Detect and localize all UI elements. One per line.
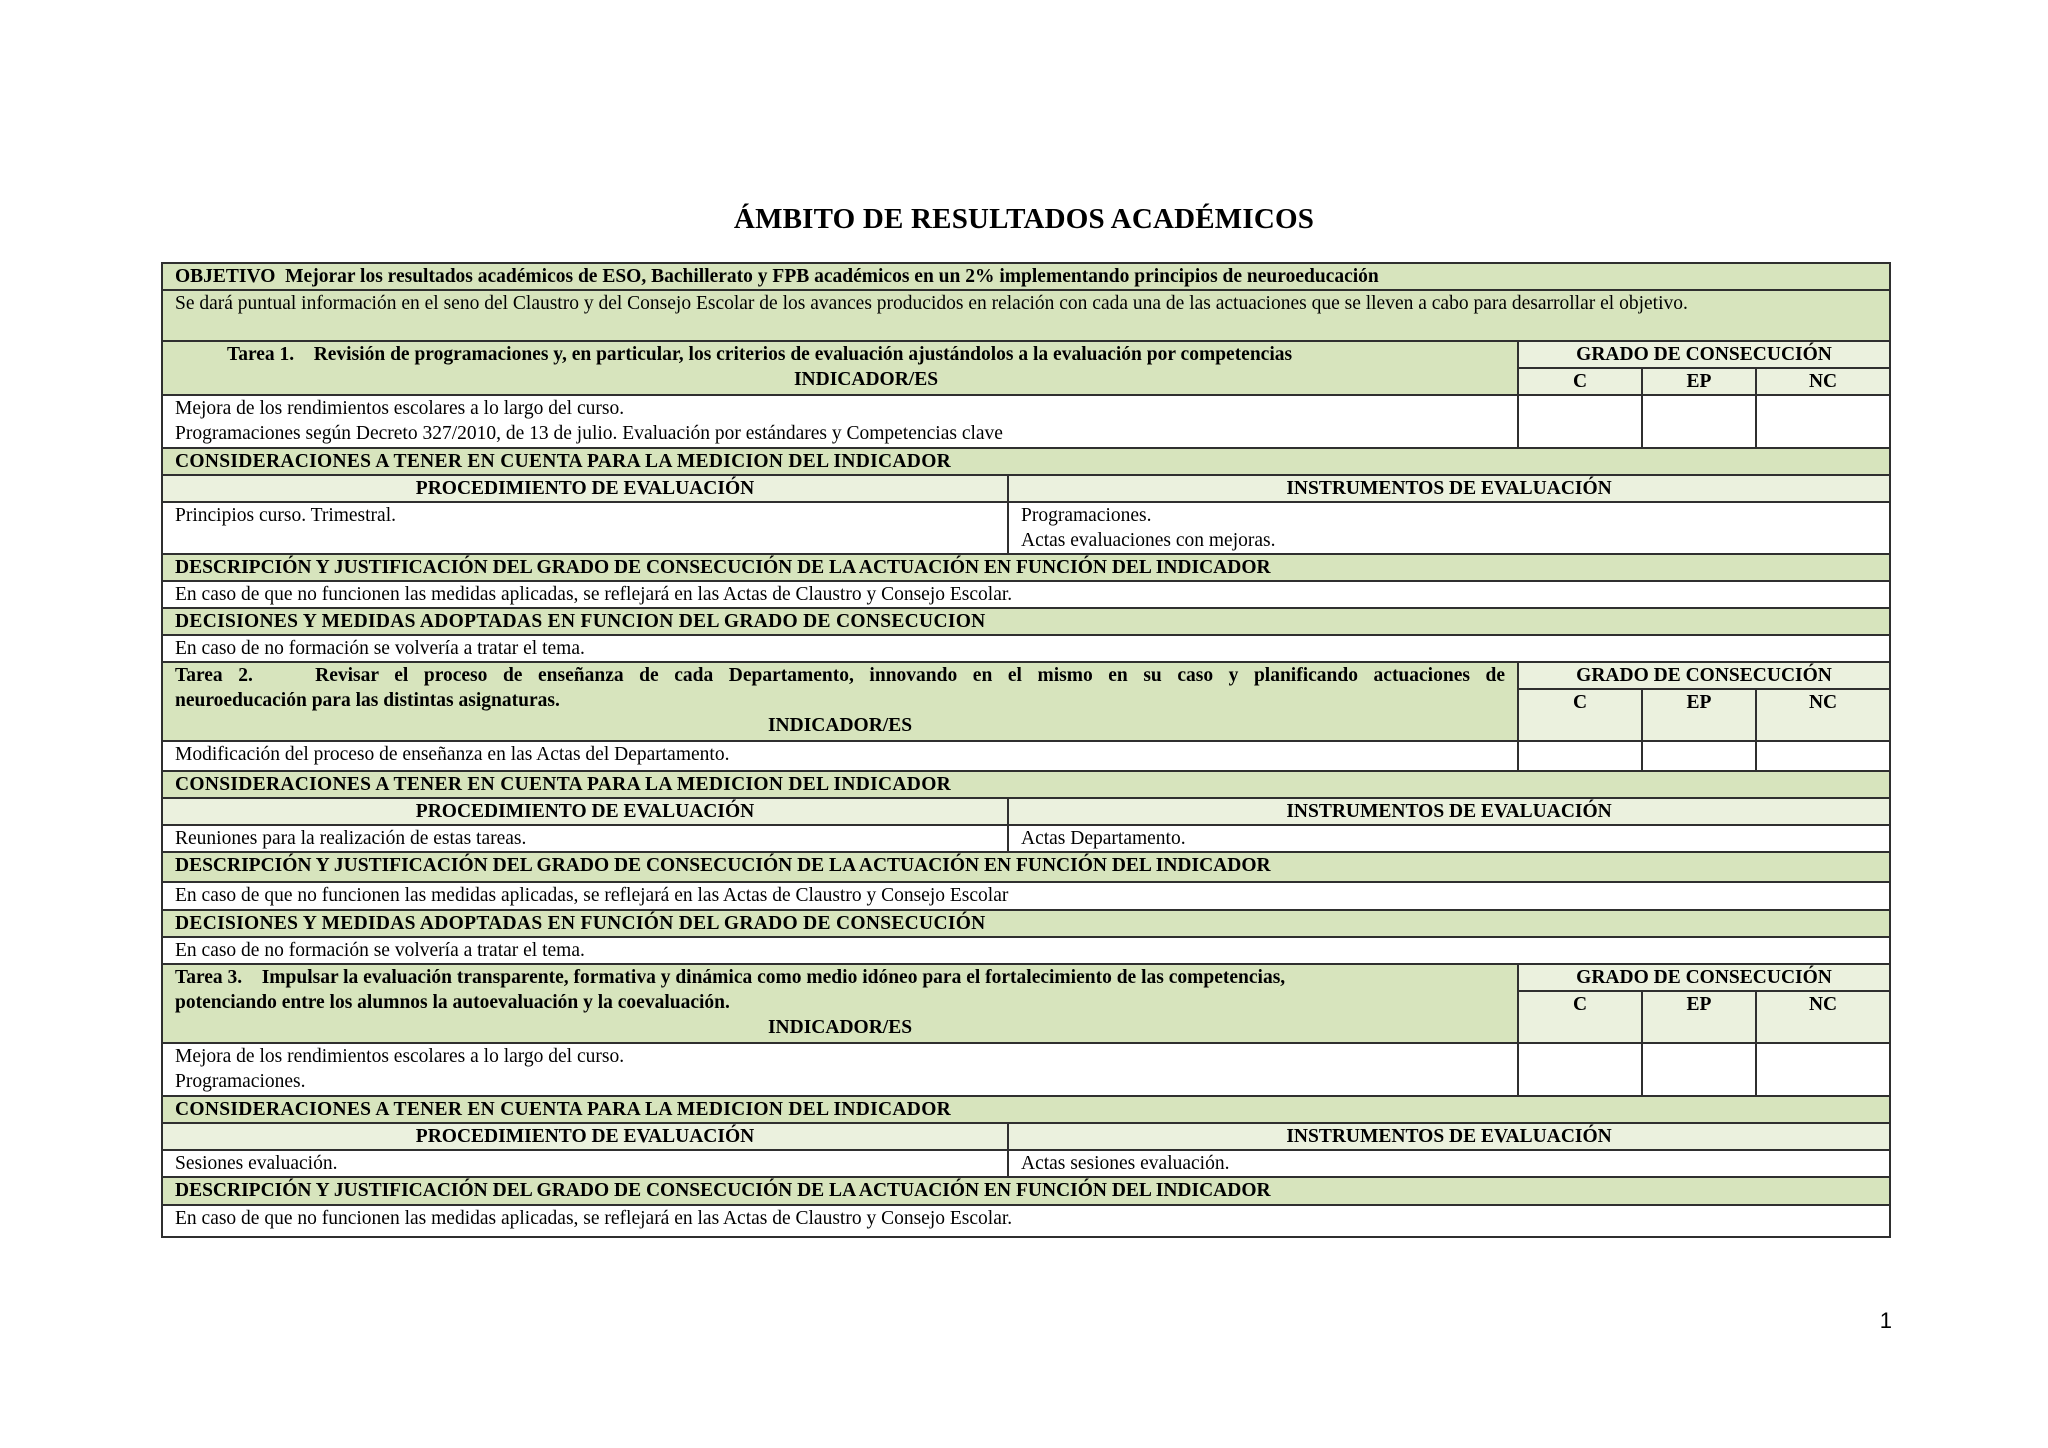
task-1-indicator-1: Mejora de los rendimientos escolares a lo largo del curso. xyxy=(175,398,625,419)
task-3-description: En caso de que no funcionen las medidas aplicadas, se reflejará en las Actas de Claustro y Consejo Escolar. xyxy=(162,1205,1890,1237)
task-3-cell-ep xyxy=(1642,1043,1756,1096)
task-3-consideraciones: CONSIDERACIONES A TENER EN CUENTA PARA LA MEDICION DEL INDICADOR xyxy=(162,1096,1890,1123)
task-3-grado-heading: GRADO DE CONSECUCIÓN xyxy=(1518,964,1890,991)
task-2-description: En caso de que no funcionen las medidas aplicadas, se reflejará en las Actas de Claustro y Consejo Escolar xyxy=(162,882,1890,910)
task-2-decisions-heading: DECISIONES Y MEDIDAS ADOPTADAS EN FUNCIÓN DEL GRADO DE CONSECUCIÓN xyxy=(162,910,1890,937)
task-2-procedure-heading: PROCEDIMIENTO DE EVALUACIÓN xyxy=(162,798,1008,825)
task-2-col-ep: EP xyxy=(1642,689,1756,741)
task-1-col-ep: EP xyxy=(1642,368,1756,395)
task-2-col-c: C xyxy=(1518,689,1642,741)
task-2-cell-c xyxy=(1518,741,1642,771)
task-1-instruments-heading: INSTRUMENTOS DE EVALUACIÓN xyxy=(1008,475,1890,502)
task-3-instrument-1: Actas sesiones evaluación. xyxy=(1008,1150,1890,1177)
task-1-description: En caso de que no funcionen las medidas aplicadas, se reflejará en las Actas de Claustro y Consejo Escolar. xyxy=(162,581,1890,608)
task-3-indicator-heading: INDICADOR/ES xyxy=(767,1017,913,1038)
task-3-col-c: C xyxy=(1518,991,1642,1043)
task-1-instrument-1: Programaciones. xyxy=(1021,505,1152,526)
task-1-indicator-heading: INDICADOR/ES xyxy=(793,369,939,390)
task-3-label: Tarea 3. xyxy=(175,967,243,988)
task-3-cell-c xyxy=(1518,1043,1642,1096)
task-1-cell-ep xyxy=(1642,395,1756,448)
task-1-grado-heading: GRADO DE CONSECUCIÓN xyxy=(1518,341,1890,368)
task-1-procedure-heading: PROCEDIMIENTO DE EVALUACIÓN xyxy=(162,475,1008,502)
task-2-decisions: En caso de no formación se volvería a tratar el tema. xyxy=(162,937,1890,964)
task-1-header-row xyxy=(162,341,1890,368)
task-1-indicator-2: Programaciones según Decreto 327/2010, de 13 de julio. Evaluación por estándares y Competencias clave xyxy=(175,423,1003,444)
task-1-label: Tarea 1. xyxy=(227,344,295,365)
task-3-description-heading: DESCRIPCIÓN Y JUSTIFICACIÓN DEL GRADO DE CONSECUCIÓN DE LA ACTUACIÓN EN FUNCIÓN DEL INDICADOR xyxy=(162,1177,1890,1205)
task-2-consideraciones: CONSIDERACIONES A TENER EN CUENTA PARA LA MEDICION DEL INDICADOR xyxy=(162,771,1890,798)
objective-text: Mejorar los resultados académicos de ESO, Bachillerato y FPB académicos en un 2% implementando principios de neuroeducación xyxy=(285,266,1379,287)
task-2-cell-ep xyxy=(1642,741,1756,771)
task-1-cell-c xyxy=(1518,395,1642,448)
task-2-text-line1: Revisar el proceso de enseñanza de cada Departamento, innovando en el mismo en su caso y planificando actuaciones de xyxy=(315,665,1505,686)
task-2-indicator-heading: INDICADOR/ES xyxy=(767,715,913,736)
task-1-indicator-row xyxy=(162,395,1890,448)
task-1-col-c: C xyxy=(1518,368,1642,395)
results-table xyxy=(161,262,1891,1238)
task-3-instruments-heading: INSTRUMENTOS DE EVALUACIÓN xyxy=(1008,1123,1890,1150)
task-3-indicator-2: Programaciones. xyxy=(175,1071,306,1092)
task-2-header-row: Tarea 2. Revisar el proceso de enseñanza de cada Departamento, innovando en el mismo en su caso y planificando actuaciones de neuroeducación para las distintas asignaturas. INDICADOR/ES GRADO DE CONSECUCIÓN xyxy=(162,662,1890,689)
task-3-procedure-heading: PROCEDIMIENTO DE EVALUACIÓN xyxy=(162,1123,1008,1150)
task-3-procedure: Sesiones evaluación. xyxy=(162,1150,1008,1177)
task-3-text-line1: Impulsar la evaluación transparente, formativa y dinámica como medio idóneo para el fortalecimiento de las competencias, xyxy=(261,967,1286,988)
task-2-label: Tarea 2. xyxy=(175,665,253,686)
task-2-instruments-heading: INSTRUMENTOS DE EVALUACIÓN xyxy=(1008,798,1890,825)
objective-info-row xyxy=(162,290,1890,341)
page-title: ÁMBITO DE RESULTADOS ACADÉMICOS xyxy=(733,203,1315,235)
task-3-col-nc: NC xyxy=(1756,991,1890,1043)
task-1-decisions: En caso de no formación se volvería a tratar el tema. xyxy=(162,635,1890,662)
task-1-description-heading: DESCRIPCIÓN Y JUSTIFICACIÓN DEL GRADO DE CONSECUCIÓN DE LA ACTUACIÓN EN FUNCIÓN DEL INDICADOR xyxy=(162,554,1890,581)
task-2-indicator-1: Modificación del proceso de enseñanza en las Actas del Departamento. xyxy=(162,741,1518,771)
task-1-instrument-2: Actas evaluaciones con mejoras. xyxy=(1021,530,1276,551)
task-1-cell-nc xyxy=(1756,395,1890,448)
task-2-grado-heading: GRADO DE CONSECUCIÓN xyxy=(1518,662,1890,689)
task-1-text: Revisión de programaciones y, en particular, los criterios de evaluación ajustándolos a la evaluación por competencias xyxy=(313,344,1293,365)
task-2-description-heading: DESCRIPCIÓN Y JUSTIFICACIÓN DEL GRADO DE CONSECUCIÓN DE LA ACTUACIÓN EN FUNCIÓN DEL INDICADOR xyxy=(162,852,1890,882)
task-1-decisions-heading: DECISIONES Y MEDIDAS ADOPTADAS EN FUNCION DEL GRADO DE CONSECUCION xyxy=(162,608,1890,635)
task-3-header-row xyxy=(162,964,1890,991)
page-number: 1 xyxy=(1879,1308,1892,1333)
objective-row xyxy=(162,263,1890,290)
task-2-text-line2: neuroeducación para las distintas asignaturas xyxy=(175,690,555,711)
task-3-text-line2: potenciando entre los alumnos la autoevaluación y la coevaluación. xyxy=(175,992,730,1013)
task-3-indicator-1: Mejora de los rendimientos escolares a lo largo del curso. xyxy=(175,1046,625,1067)
task-3-cell-nc xyxy=(1756,1043,1890,1096)
task-3-col-ep: EP xyxy=(1642,991,1756,1043)
task-1-procedure: Principios curso. Trimestral. xyxy=(162,502,1008,554)
task-2-procedure: Reuniones para la realización de estas tareas. xyxy=(162,825,1008,852)
task-2-cell-nc xyxy=(1756,741,1890,771)
objective-info: Se dará puntual información en el seno del Claustro y del Consejo Escolar de los avances producidos en relación con cada una de las actuaciones que se lleven a cabo para desarrollar el objetivo. xyxy=(162,290,1890,341)
task-1-col-nc: NC xyxy=(1756,368,1890,395)
task-2-col-nc: NC xyxy=(1756,689,1890,741)
task-1-consideraciones: CONSIDERACIONES A TENER EN CUENTA PARA LA MEDICION DEL INDICADOR xyxy=(162,448,1890,475)
task-2-instrument-1: Actas Departamento. xyxy=(1008,825,1890,852)
objective-label: OBJETIVO xyxy=(175,266,276,287)
